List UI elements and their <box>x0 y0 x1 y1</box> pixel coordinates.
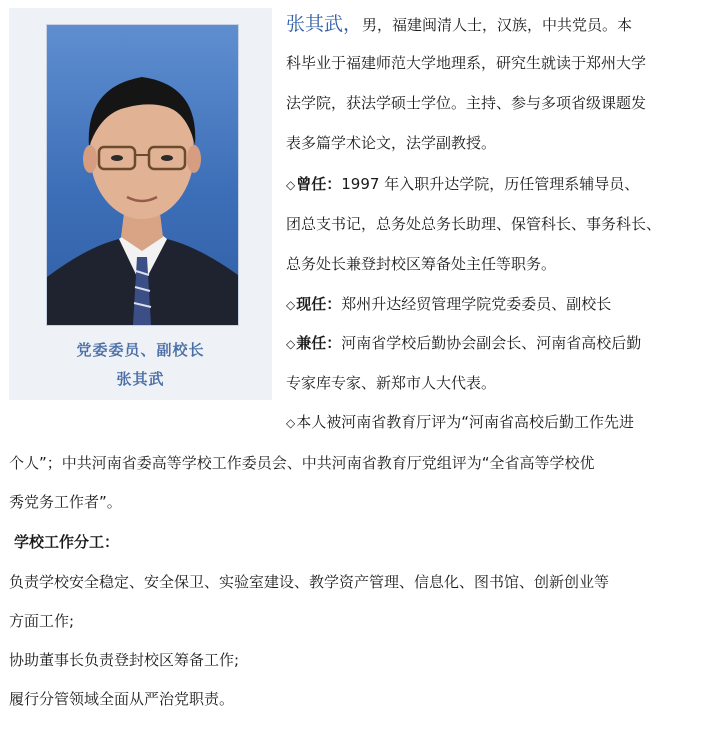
concurrent-label: 兼任： <box>296 334 342 352</box>
intro-line-4: 表多篇学术论文，法学副教授。 <box>286 134 497 152</box>
honor-line-2: 个人”；中共河南省委高等学校工作委员会、中共河南省教育厅党组评为“全省高等学校优 <box>9 454 595 472</box>
diamond-bullet-icon: ◇ <box>286 178 296 192</box>
honor-line-1: ◇本人被河南省教育厅评为“河南省高校后勤工作先进 <box>286 413 635 431</box>
portrait-illustration <box>47 25 238 325</box>
duty-item-4: 履行分管领域全面从严治党职责。 <box>9 690 235 708</box>
diamond-bullet-icon: ◇ <box>286 416 296 430</box>
former-label: 曾任： <box>296 175 342 193</box>
intro-line-2: 科毕业于福建师范大学地理系，研究生就读于郑州大学 <box>286 54 647 72</box>
portrait-photo <box>47 25 238 325</box>
concurrent-line-1: ◇兼任：河南省学校后勤协会副会长、河南省高校后勤 <box>286 334 642 352</box>
duty-item-3: 协助董事长负责登封校区筹备工作; <box>9 651 240 669</box>
photo-caption-title: 党委委员、副校长 <box>76 341 205 359</box>
intro-line-3: 法学院，获法学硕士学位。主持、参与多项省级课题发 <box>286 94 647 112</box>
former-line-2: 团总支书记，总务处总务长助理、保管科长、事务科长、 <box>286 215 662 233</box>
former-line-1: ◇曾任：1997 年入职升达学院，历任管理系辅导员、 <box>286 175 640 193</box>
duty-item-2: 方面工作; <box>9 612 75 630</box>
honor-line-3: 秀党务工作者”。 <box>9 493 122 511</box>
photo-caption-name: 张其武 <box>116 370 165 388</box>
person-name: 张其武， <box>286 13 363 35</box>
diamond-bullet-icon: ◇ <box>286 298 296 312</box>
current-line: ◇现任：郑州升达经贸管理学院党委委员、副校长 <box>286 295 612 313</box>
duty-item-1: 负责学校安全稳定、安全保卫、实验室建设、教学资产管理、信息化、图书馆、创新创业等 <box>9 573 610 591</box>
profile-photo-card <box>9 8 272 400</box>
duties-heading: 学校工作分工： <box>14 533 120 551</box>
intro-line-1: 张其武，男，福建闽清人士，汉族，中共党员。本 <box>286 13 633 35</box>
diamond-bullet-icon: ◇ <box>286 337 296 351</box>
current-label: 现任： <box>296 295 342 313</box>
former-line-3: 总务处长兼登封校区筹备处主任等职务。 <box>286 255 557 273</box>
concurrent-line-2: 专家库专家、新郑市人大代表。 <box>286 374 497 392</box>
